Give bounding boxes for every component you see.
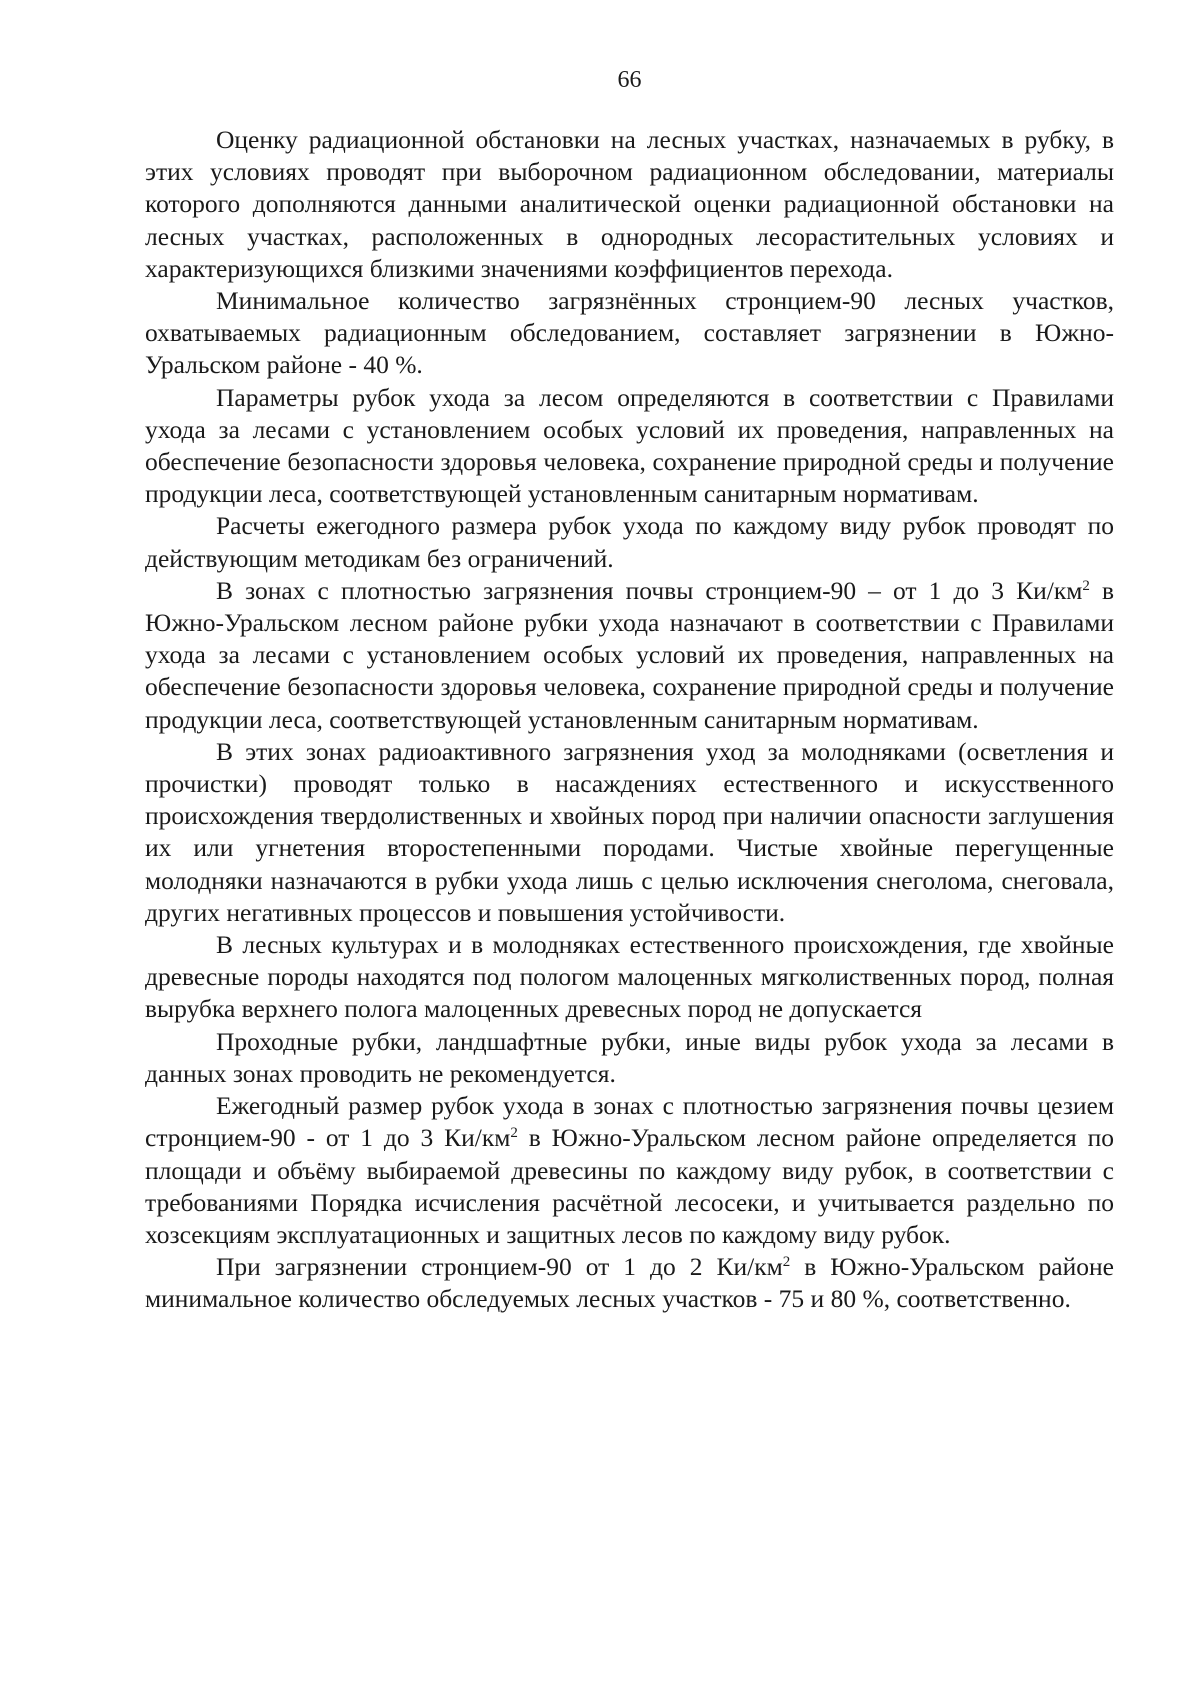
paragraph-forest-cultures: В лесных культурах и в молодняках естественного происхождения, где хвойные древесные породы находятся под пологом малоценных мягколиственных пород, полная вырубка верхнего полога малоценных древесных пород не допускается (145, 930, 1114, 1024)
paragraph-text-segment: В зонах с плотностью загрязнения почвы стронцием-90 – от 1 до 3 Ки/км (216, 575, 1083, 605)
paragraph-text-segment: в Южно-Уральском лесном районе определяется по площади и объёму выбираемой древесины по каждому виду рубок, в соответствии с требованиями Порядка исчисления расчётной лесосеки, и учитывается раздельно по хозсекциям эксплуатационных и защитных лесов по каждому виду рубок. (145, 1123, 1115, 1249)
document-body (145, 124, 1114, 1316)
page-number: 66 (617, 67, 642, 93)
paragraph-radiation-assessment: Оценку радиационной обстановки на лесных участках, назначаемых в рубку, в этих условиях проводят при выборочном радиационном обследовании, материалы которого дополняются данными аналитической оценки радиационной обстановки на лесных участках, расположенных в однородных лесорастительных условиях и характеризующихся близкими значениями коэффициентов перехода. (145, 125, 1114, 283)
paragraph-passage-cuttings: Проходные рубки, ландшафтные рубки, иные виды рубок ухода за лесами в данных зонах проводить не рекомендуется. (145, 1026, 1114, 1088)
paragraph-text-segment: в Южно-Уральском лесном районе рубки ухода назначают в соответствии с Правилами ухода за лесами с установлением особых условий их проведения, направленных на обеспечение безопасности здоровья человека, сохранение природной среды и получение продукции леса, соответствующей установленным санитарным нормативам. (145, 575, 1114, 734)
paragraph-strontium-survey (145, 1251, 1114, 1315)
paragraph-minimum-plots: Минимальное количество загрязнённых стронцием-90 лесных участков, охватываемых радиационным обследованием, составляет загрязнении в Южно-Уральском районе - 40 %. (145, 286, 1114, 380)
superscript: 2 (510, 1125, 518, 1142)
paragraph-text-segment: Ежегодный размер рубок ухода в зонах с плотностью загрязнения почвы цезием стронцием-90 - от 1 до 3 Ки/км (145, 1091, 1114, 1153)
superscript: 2 (1082, 577, 1090, 594)
paragraph-text-segment: При загрязнении стронцием-90 от 1 до 2 Ки/км (216, 1252, 783, 1282)
paragraph-contamination-zones (145, 575, 1114, 736)
paragraph-annual-size (145, 1090, 1114, 1251)
paragraph-thinning-parameters: Параметры рубок ухода за лесом определяются в соответствии с Правилами ухода за лесами с установлением особых условий их проведения, направленных на обеспечение безопасности здоровья человека, сохранение природной среды и получение продукции леса, соответствующей установленным санитарным нормативам. (145, 382, 1114, 509)
paragraph-annual-calculations: Расчеты ежегодного размера рубок ухода по каждому виду рубок проводят по действующим методикам без ограничений. (145, 511, 1114, 573)
superscript: 2 (782, 1254, 791, 1271)
paragraph-young-stand-care: В этих зонах радиоактивного загрязнения уход за молодняками (осветления и прочистки) проводят только в насаждениях естественного и искусственного происхождения твердолиственных и хвойных пород при наличии опасности заглушения их или угнетения второстепенными породами. Чистые хвойные перегущенные молодняки назначаются в рубки ухода лишь с целью исключения снеголома, снеговала, других негативных процессов и повышения устойчивости. (145, 736, 1114, 927)
paragraph-text-segment: в Южно-Уральском районе минимальное количество обследуемых лесных участков - 75 и 80 %, соответственно. (145, 1252, 1114, 1314)
